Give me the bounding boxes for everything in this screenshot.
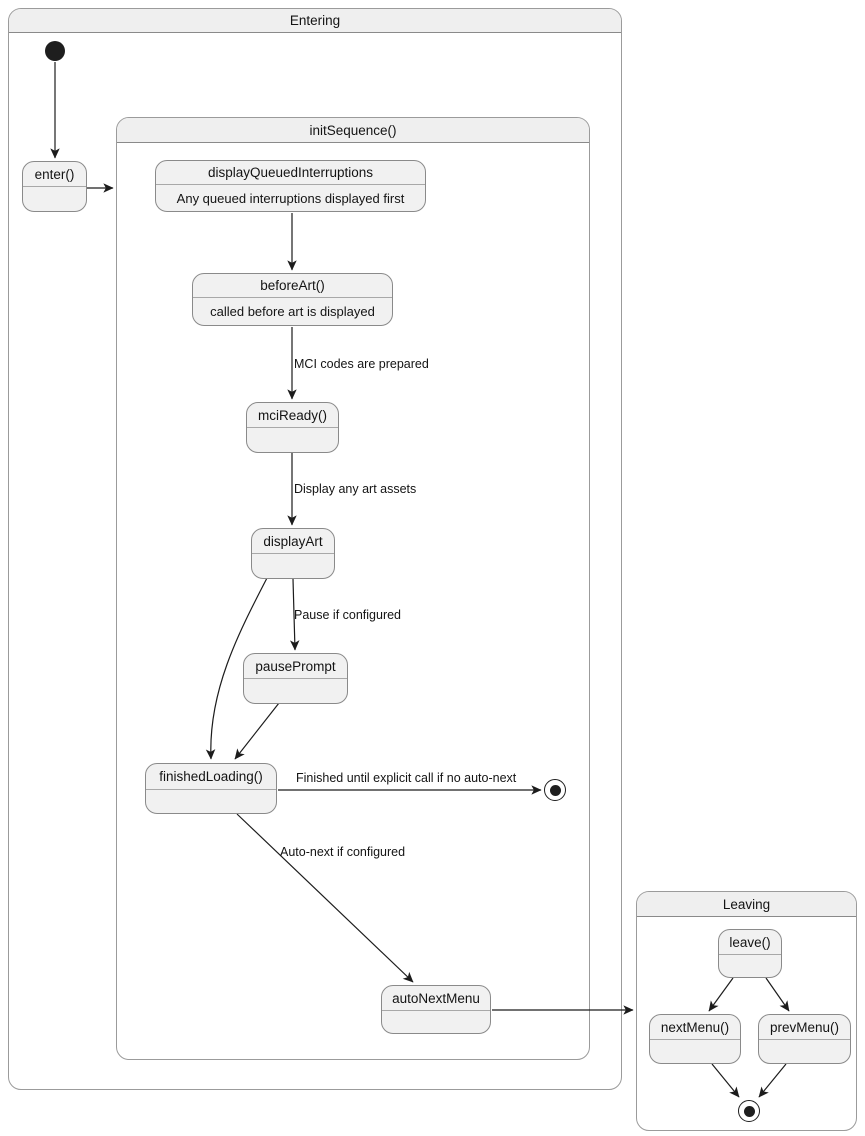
state-display-art bbox=[251, 528, 335, 579]
edge-label-display-art-assets: Display any art assets bbox=[294, 482, 417, 496]
state-before-art bbox=[192, 273, 393, 326]
state-pause-prompt bbox=[243, 653, 348, 704]
state-enter bbox=[22, 161, 87, 212]
container-leaving bbox=[636, 891, 857, 1131]
state-enter-body bbox=[23, 187, 86, 211]
edge-label-mci-codes: MCI codes are prepared bbox=[294, 357, 429, 371]
container-leaving-title: Leaving bbox=[637, 892, 856, 917]
state-finished-loading-label: finishedLoading() bbox=[146, 764, 276, 790]
state-mci-ready-label: mciReady() bbox=[247, 403, 338, 428]
state-finished-loading-body bbox=[146, 790, 276, 814]
state-auto-next-menu-body bbox=[382, 1011, 490, 1033]
state-leave-label: leave() bbox=[719, 930, 781, 955]
edge-label-auto-next-if-configured: Auto-next if configured bbox=[280, 845, 406, 859]
container-init-sequence bbox=[116, 117, 590, 1060]
state-next-menu-body bbox=[650, 1040, 740, 1063]
final-state-inner-dot bbox=[550, 785, 561, 796]
state-pause-prompt-body bbox=[244, 679, 347, 703]
final-state-init-sequence bbox=[544, 779, 566, 801]
state-auto-next-menu bbox=[381, 985, 491, 1034]
state-prev-menu-body bbox=[759, 1040, 850, 1063]
state-mci-ready bbox=[246, 402, 339, 453]
state-leave-body bbox=[719, 955, 781, 977]
initial-state-dot bbox=[45, 41, 65, 61]
state-prev-menu bbox=[758, 1014, 851, 1064]
state-display-art-label: displayArt bbox=[252, 529, 334, 554]
state-leave bbox=[718, 929, 782, 978]
state-display-queued-interruptions bbox=[155, 160, 426, 212]
state-display-queued-interruptions-note: Any queued interruptions displayed first bbox=[176, 190, 405, 206]
final-state-inner-dot bbox=[744, 1106, 755, 1117]
container-init-sequence-title: initSequence() bbox=[117, 118, 589, 143]
state-display-art-body bbox=[252, 554, 334, 578]
state-enter-label: enter() bbox=[23, 162, 86, 187]
state-finished-loading bbox=[145, 763, 277, 814]
edge-label-pause-if-configured: Pause if configured bbox=[294, 608, 402, 622]
state-display-queued-interruptions-label: displayQueuedInterruptions bbox=[156, 161, 425, 185]
final-state-leaving bbox=[738, 1100, 760, 1122]
state-pause-prompt-label: pausePrompt bbox=[244, 654, 347, 679]
state-prev-menu-label: prevMenu() bbox=[759, 1015, 850, 1040]
state-next-menu bbox=[649, 1014, 741, 1064]
state-before-art-label: beforeArt() bbox=[193, 274, 392, 298]
state-next-menu-label: nextMenu() bbox=[650, 1015, 740, 1040]
state-before-art-note: called before art is displayed bbox=[210, 304, 375, 319]
state-mci-ready-body bbox=[247, 428, 338, 452]
state-auto-next-menu-label: autoNextMenu bbox=[382, 986, 490, 1011]
container-entering-title: Entering bbox=[9, 9, 621, 33]
edge-label-finished-until-explicit: Finished until explicit call if no auto-next bbox=[296, 771, 517, 785]
